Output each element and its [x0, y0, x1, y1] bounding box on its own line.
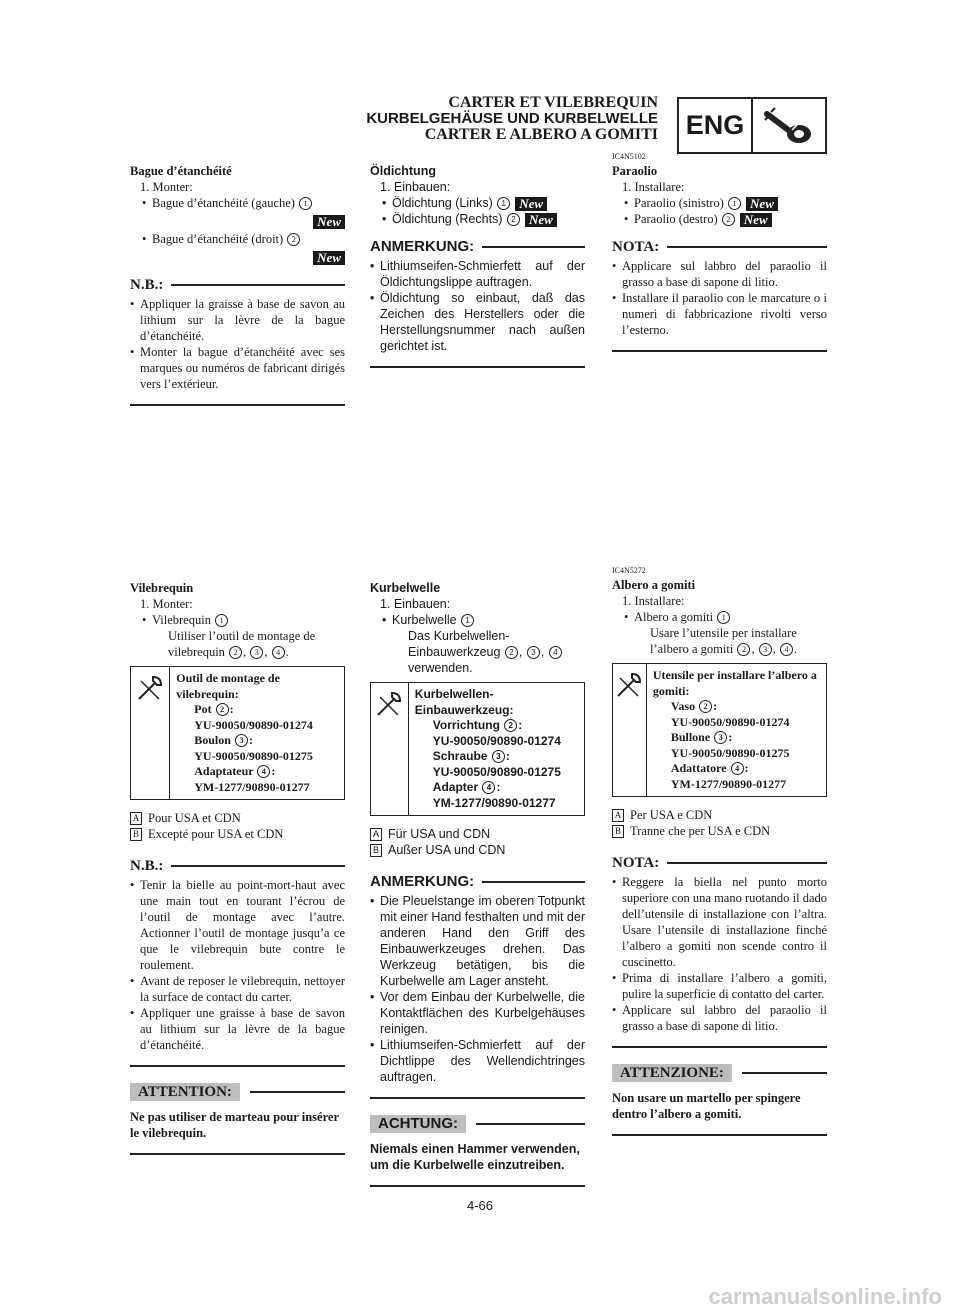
section-title: Vilebrequin: [130, 581, 194, 595]
instruction-text: Utiliser l’outil de montage de vilebrequin 2 , 3 , 4 .: [168, 629, 316, 659]
divider: [612, 1134, 827, 1136]
special-tool-box: [130, 666, 345, 800]
section-oil-seal-it: [612, 163, 827, 352]
step-text: 1. Einbauen:: [380, 597, 451, 611]
header-title-it: CARTER E ALBERO A GOMITI: [424, 126, 658, 143]
section-oil-seal-fr: [130, 163, 345, 406]
note-item: • Installare il paraolio con le marcature o i numeri di fabbricazione rivolti verso l’esterno.: [612, 290, 827, 338]
new-part-badge: New: [515, 197, 547, 211]
caution-header: ATTENZIONE:: [612, 1064, 827, 1082]
note-item: • Reggere la biella nel punto morto superiore con una mano ruotando il dado dell’utensile di installazione con l’altra. Usare l’utensile di installazione finché l’albero a gomiti non scende contro il cuscinetto.: [612, 874, 827, 970]
new-part-badge: New: [740, 213, 772, 227]
eng-section-badge: [677, 97, 827, 154]
tool-part: Boulon 3 :: [194, 733, 253, 747]
note-item: • Vor dem Einbau der Kurbelwelle, die Kontaktflächen des Kurbelgehäuses reinigen.: [370, 989, 585, 1037]
note-header: ANMERKUNG:: [370, 874, 585, 890]
list-item: • Paraolio (sinistro) 1 New: [612, 195, 827, 211]
caution-header: ATTENTION:: [130, 1083, 345, 1101]
list-item: • Vilebrequin 1: [130, 612, 345, 628]
tool-title: Kurbelwellen-Einbauwerkzeug:: [414, 687, 514, 717]
section-crankshaft-fr: [130, 580, 345, 1155]
tool-icon: [131, 667, 170, 799]
note-item: • Applicare sul labbro del paraolio il grasso a base di sapone di litio.: [612, 258, 827, 290]
caution-header: ACHTUNG:: [370, 1115, 585, 1133]
note-item: • Monter la bague d’étanchéité avec ses marques ou numéros de fabricant dirigés vers l’extérieur.: [130, 344, 345, 392]
divider: [370, 366, 585, 368]
note-item: • Prima di installare l’albero a gomiti, pulire la superficie di contatto del carter.: [612, 970, 827, 1002]
note-item: • Lithiumseifen-Schmierfett auf der Dichtlippe des Wellendichtringes auftragen.: [370, 1037, 585, 1085]
engine-wrench-icon: [753, 99, 825, 152]
note-header: NOTA:: [612, 239, 827, 255]
step-text: 1. Monter:: [140, 180, 193, 194]
tool-part: Pot 2 :: [194, 702, 234, 716]
tool-part: Bullone 3 :: [670, 730, 733, 744]
tool-part: Vorrichtung 2 :: [432, 718, 523, 732]
tool-part: Adapter 4 :: [432, 780, 501, 794]
new-part-badge: New: [746, 197, 778, 211]
note-header: N.B.:: [130, 277, 345, 293]
section-title: Kurbelwelle: [370, 581, 441, 595]
label-b: B Tranne che per USA e CDN: [612, 823, 827, 839]
label-a: A Für USA und CDN: [370, 826, 585, 842]
note-item: • Die Pleuelstange im oberen Totpunkt mit einer Hand festhalten und mit der anderen Hand den Griff des Einbauwerkzeuges drehen. Das Werkzeug betätigen, bis die Kurbelwelle am Lager ansteht.: [370, 893, 585, 989]
tool-number: YM-1277/90890-01277: [194, 779, 310, 794]
tool-title: Utensile per installare l’albero a gomiti:: [652, 668, 817, 698]
label-b: B Excepté pour USA et CDN: [130, 826, 345, 842]
step-text: 1. Einbauen:: [380, 180, 451, 194]
tool-number: YU-90050/90890-01274: [194, 717, 313, 732]
list-item: • Kurbelwelle 1: [370, 612, 585, 628]
tool-number: YM-1277/90890-01277: [670, 776, 787, 791]
list-item: • Albero a gomiti 1: [612, 609, 827, 625]
tool-number: YU-90050/90890-01274: [432, 733, 561, 748]
label-a: A Pour USA et CDN: [130, 810, 345, 826]
section-crankshaft-de: [370, 580, 585, 1187]
label-b: B Außer USA und CDN: [370, 842, 585, 858]
special-tool-box: [370, 682, 585, 816]
tool-icon: [613, 664, 647, 796]
tool-number: YU-90050/90890-01275: [194, 748, 313, 763]
section-code: IC4N5102: [612, 152, 646, 161]
note-item: • Avant de reposer le vilebrequin, nettoyer la surface de contact du carter.: [130, 973, 345, 1005]
tool-part: Adaptateur 4 :: [194, 764, 276, 778]
list-item: • Paraolio (destro) 2 New: [612, 211, 827, 227]
caution-text: Non usare un martello per spingere dentro l’albero a gomiti.: [612, 1091, 801, 1121]
divider: [130, 1153, 345, 1155]
tool-icon: [371, 683, 409, 815]
tool-number: YU-90050/90890-01274: [670, 714, 790, 729]
section-title: Bague d’étanchéité: [130, 164, 232, 178]
note-header: N.B.:: [130, 858, 345, 874]
instruction-text: Das Kurbelwellen-Einbauwerkzeug 2 , 3 , 4 verwenden.: [370, 628, 585, 676]
note-item: • Appliquer la graisse à base de savon au lithium sur la lèvre de la bague d’étanchéité.: [130, 296, 345, 344]
tool-number: YM-1277/90890-01277: [432, 795, 556, 810]
section-code: IC4N5272: [612, 566, 646, 575]
section-title: Paraolio: [612, 164, 658, 178]
note-item: • Lithiumseifen-Schmierfett auf der Öldichtungslippe auftragen.: [370, 258, 585, 290]
divider: [370, 1097, 585, 1099]
note-header: NOTA:: [612, 855, 827, 871]
tool-number: YU-90050/90890-01275: [432, 764, 561, 779]
step-text: 1. Monter:: [140, 597, 193, 611]
list-item: • Bague d’étanchéité (gauche) 1: [130, 195, 345, 211]
note-item: • Öldichtung so einbaut, daß das Zeichen des Herstellers oder die Herstellungsnummer nach außen gerichtet ist.: [370, 290, 585, 354]
divider: [370, 1185, 585, 1187]
new-part-badge: New: [313, 251, 345, 265]
header-title-fr: CARTER ET VILEBREQUIN: [448, 94, 658, 111]
section-title: Öldichtung: [370, 164, 436, 178]
tool-number: YU-90050/90890-01275: [670, 745, 790, 760]
watermark: carmanualsonline.info: [708, 1284, 942, 1309]
caution-text: Ne pas utiliser de marteau pour insérer le vilebrequin.: [130, 1110, 339, 1140]
divider: [612, 1046, 827, 1048]
tool-title: Outil de montage de vilebrequin:: [176, 671, 280, 701]
divider: [612, 350, 827, 352]
special-tool-box: [612, 663, 827, 797]
step-text: 1. Installare:: [622, 180, 685, 194]
instruction-text: Usare l’utensile per installare l’albero a gomiti 2 , 3 , 4 .: [650, 626, 798, 656]
new-part-badge: New: [313, 215, 345, 229]
list-item: • Öldichtung (Links) 1 New: [370, 195, 585, 211]
list-item: • Bague d’étanchéité (droit) 2: [130, 231, 345, 247]
divider: [130, 1065, 345, 1067]
step-text: 1. Installare:: [622, 594, 685, 608]
divider: [130, 404, 345, 406]
new-part-badge: New: [525, 213, 557, 227]
list-item: • Öldichtung (Rechts) 2 New: [370, 211, 585, 227]
section-crankshaft-it: [612, 577, 827, 1136]
tool-part: Vaso 2 :: [670, 699, 718, 713]
note-item: • Applicare sul labbro del paraolio il grasso a base di sapone di litio.: [612, 1002, 827, 1034]
header-title-de: KURBELGEHÄUSE UND KURBELWELLE: [366, 110, 658, 127]
section-oil-seal-de: [370, 163, 585, 368]
eng-label: ENG: [679, 99, 753, 152]
tool-part: Adattatore 4 :: [670, 761, 749, 775]
section-title: Albero a gomiti: [612, 578, 696, 592]
page-number: 4-66: [466, 1198, 494, 1213]
note-item: • Tenir la bielle au point-mort-haut avec une main tout en tourant l’écrou de l’outil de montage avec l’autre. Actionner l’outil de montage jusqu’a ce que le vilebrequin bute contre le roulement.: [130, 877, 345, 973]
label-a: A Per USA e CDN: [612, 807, 827, 823]
caution-text: Niemals einen Hammer verwenden, um die Kurbelwelle einzutreiben.: [370, 1142, 580, 1172]
note-item: • Appliquer une graisse à base de savon au lithium sur la lèvre de la bague d’étanchéité.: [130, 1005, 345, 1053]
note-header: ANMERKUNG:: [370, 239, 585, 255]
tool-part: Schraube 3 :: [432, 749, 510, 763]
